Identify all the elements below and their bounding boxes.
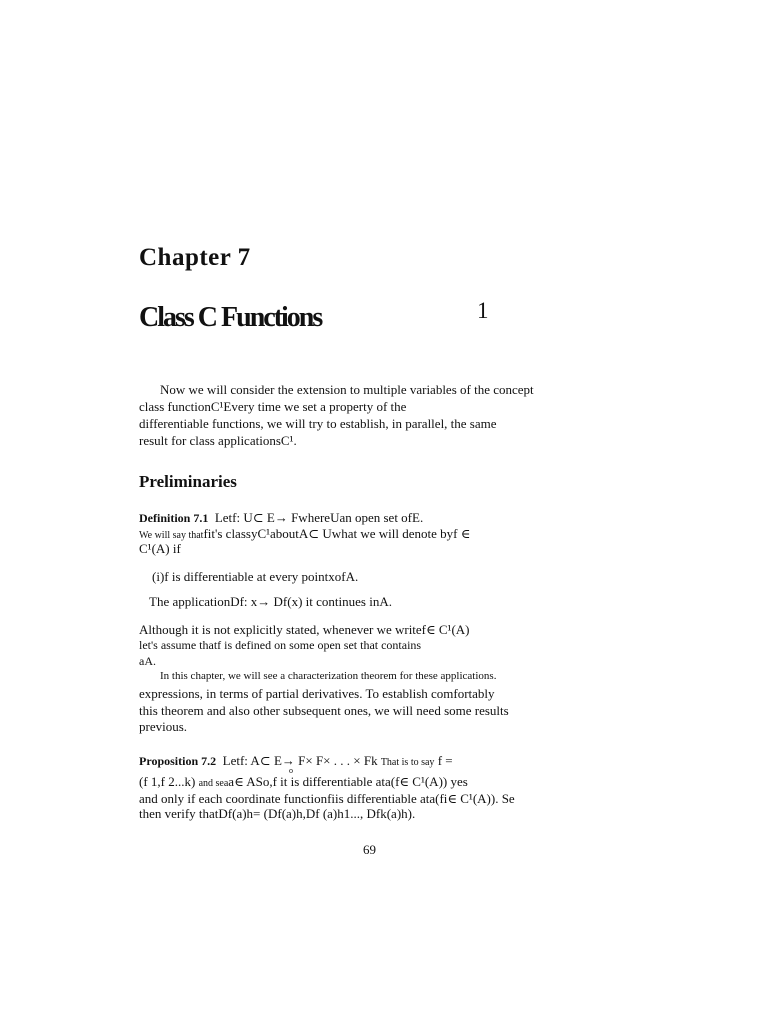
body-line: Although it is not explicitly stated, whenever we writef∈ C¹(A): [139, 622, 470, 637]
chapter-title: Class C Functions: [139, 302, 322, 333]
proposition-text: a∈ ASo,f it is differentiable ata(f∈ C¹(A)) yes: [228, 774, 468, 789]
intro-line: result for class applicationsC¹.: [139, 433, 297, 448]
proposition-text: Letf: A⊂ E→ F× F× . . . × Fk: [222, 753, 378, 768]
proposition-small-text: That is to say: [380, 757, 435, 768]
definition-small-text: We will say that: [139, 530, 204, 541]
chapter-title-superscript: 1: [477, 298, 489, 323]
proposition-line: then verify thatDf(a)h= (Df(a)h,Df (a)h1..., Dfk(a)h).: [139, 806, 416, 821]
proposition-line: [139, 774, 468, 790]
definition-line: [139, 526, 470, 542]
body-line: let's assume thatf is defined on some open set that contains: [139, 638, 422, 652]
definition-label: Definition 7.1: [139, 511, 209, 525]
proposition-label: Proposition 7.2: [139, 754, 217, 768]
proposition-text: (f 1,f 2...k): [139, 774, 196, 789]
proposition-line: and only if each coordinate functionfiis differentiable ata(fi∈ C¹(A)). Se: [139, 791, 515, 806]
definition-item: The applicationDf: x→ Df(x) it continues inA.: [149, 594, 392, 609]
chapter-label: Chapter 7: [139, 244, 251, 271]
proposition-text: f =: [437, 753, 453, 768]
proposition-small-text: and sea: [198, 778, 229, 789]
definition-text: Letf: U⊂ E→ FwhereUan open set ofE.: [214, 510, 424, 525]
definition-line: [139, 510, 423, 526]
intro-line: Now we will consider the extension to multiple variables of the concept: [160, 382, 534, 397]
intro-line: class functionC¹Every time we set a property of the: [139, 399, 407, 414]
section-heading: Preliminaries: [139, 472, 237, 491]
proposition-line: [139, 753, 453, 769]
definition-text: fit's classyC¹aboutA⊂ Uwhat we will denote byf ∈: [203, 526, 471, 541]
definition-line: C¹(A) if: [139, 541, 181, 556]
proposition-subscript: o: [289, 766, 293, 775]
intro-line: differentiable functions, we will try to establish, in parallel, the same: [139, 416, 497, 431]
page-number: 69: [363, 842, 376, 857]
body-line: In this chapter, we will see a characterization theorem for these applications.: [160, 670, 497, 682]
body-line: this theorem and also other subsequent ones, we will need some results: [139, 703, 509, 718]
body-line: expressions, in terms of partial derivatives. To establish comfortably: [139, 686, 495, 701]
definition-item: (i)f is differentiable at every pointxofA.: [152, 569, 359, 584]
body-line: previous.: [139, 719, 188, 734]
body-line: aA.: [139, 654, 156, 668]
